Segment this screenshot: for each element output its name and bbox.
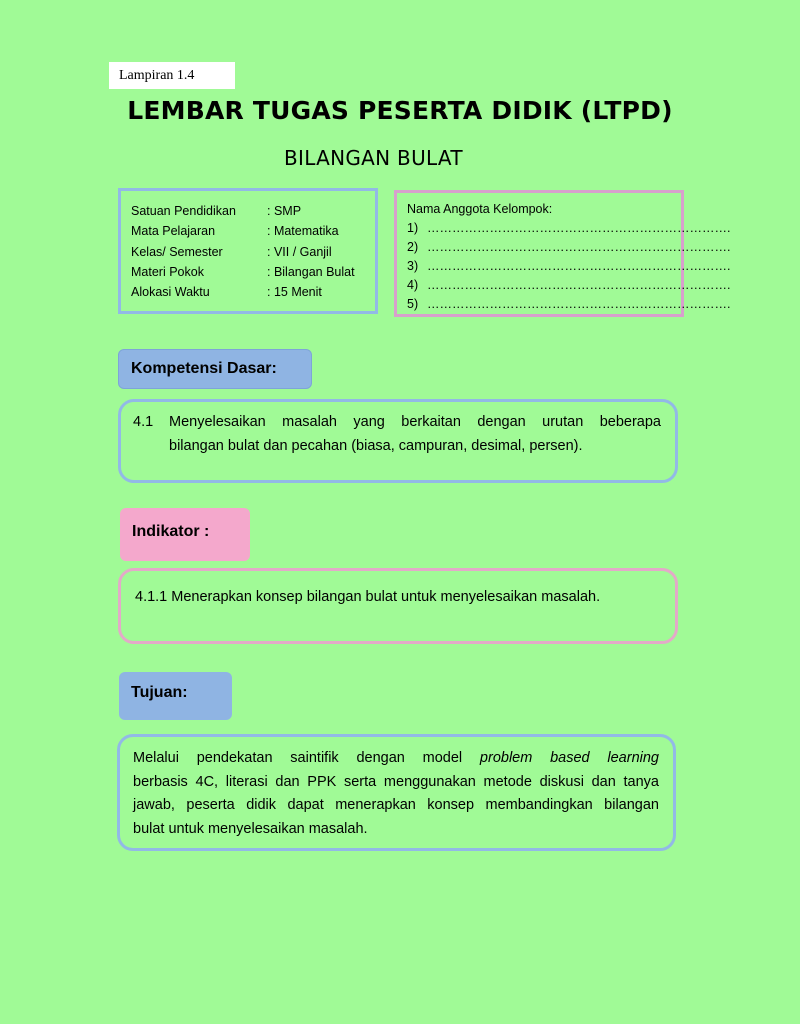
page-title: LEMBAR TUGAS PESERTA DIDIK (LTPD) (127, 96, 673, 125)
page-subtitle: BILANGAN BULAT (284, 146, 463, 170)
kompetensi-dasar-label: Kompetensi Dasar: (118, 349, 312, 389)
member-entry[interactable] (407, 219, 731, 238)
member-entry[interactable] (407, 238, 731, 257)
indikator-text: 4.1.1 Menerapkan konsep bilangan bulat untuk menyelesaikan masalah. (135, 589, 601, 605)
tujuan-line: bulat untuk menyelesaikan masalah. (133, 820, 368, 837)
info-label: Mata Pelajaran (131, 224, 216, 239)
appendix-label: Lampiran 1.4 (109, 62, 235, 89)
member-blank: ………………………………………………………………. (427, 240, 731, 254)
group-members-box (394, 190, 731, 317)
tujuan-card (117, 734, 676, 851)
tujuan-italic-term: problem based learning (479, 750, 659, 766)
member-entry[interactable] (407, 257, 731, 276)
member-number: 5) (407, 297, 419, 311)
info-value: : Matematika (267, 224, 339, 239)
tujuan-line: jawab, peserta didik dapat menerapkan konsep membandingkan bilangan (133, 797, 659, 813)
kd-text: Menyelesaikan masalah yang berkaitan dengan urutan beberapa (169, 414, 661, 430)
member-number: 1) (407, 221, 419, 235)
indikator-card (118, 568, 678, 644)
identity-box (118, 188, 378, 314)
member-number: 2) (407, 240, 419, 254)
info-label: Kelas/ Semester (131, 244, 223, 259)
info-label: Alokasi Waktu (131, 285, 210, 300)
tujuan-line (133, 747, 659, 771)
kd-line (133, 410, 661, 434)
info-row (131, 262, 375, 282)
member-blank: ………………………………………………………………. (427, 221, 731, 235)
member-blank: ………………………………………………………………. (427, 259, 731, 273)
member-number: 4) (407, 278, 419, 292)
info-row (131, 282, 375, 302)
info-value: : Bilangan Bulat (267, 264, 355, 279)
member-number: 3) (407, 259, 419, 273)
kd-number: 4.1 (133, 414, 154, 430)
member-blank: ………………………………………………………………. (427, 278, 731, 292)
kd-text-continued: bilangan bulat dan pecahan (biasa, campuran, desimal, persen). (169, 438, 583, 454)
group-members-heading: Nama Anggota Kelompok: (407, 202, 553, 216)
tujuan-label: Tujuan: (119, 672, 232, 720)
member-entry[interactable] (407, 276, 731, 295)
member-blank: ………………………………………………………………. (427, 297, 731, 311)
info-value: : 15 Menit (267, 285, 322, 300)
info-value: : SMP (267, 204, 302, 218)
info-row (131, 201, 375, 221)
info-value: : VII / Ganjil (267, 244, 332, 259)
tujuan-text: Melalui pendekatan saintifik dengan model (133, 750, 463, 766)
info-row (131, 242, 375, 262)
tujuan-line: berbasis 4C, literasi dan PPK serta menggunakan metode diskusi dan tanya (133, 773, 659, 790)
member-entry[interactable] (407, 295, 731, 314)
info-row (131, 221, 375, 241)
indikator-label: Indikator : (120, 508, 250, 561)
info-label: Materi Pokok (131, 264, 204, 279)
info-label: Satuan Pendidikan (131, 204, 236, 218)
kompetensi-dasar-card (118, 399, 678, 483)
